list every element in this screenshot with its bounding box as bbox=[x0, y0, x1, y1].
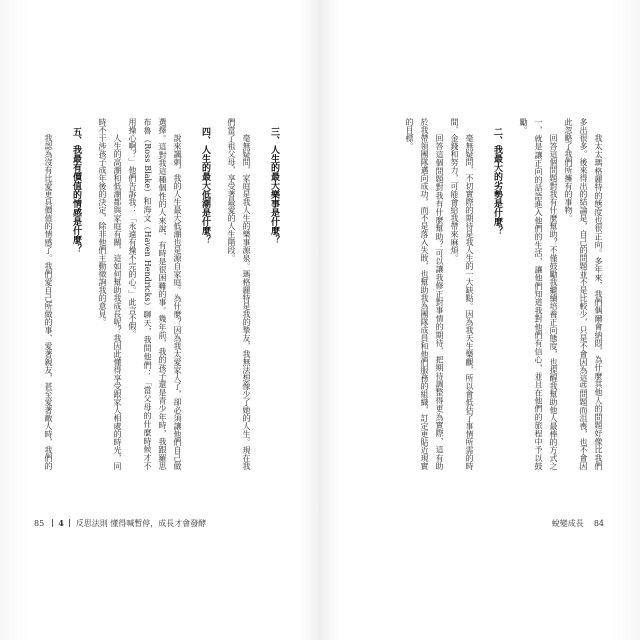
text-line: 人生的高潮和低潮都與家庭有關，這如何幫助我成長呢？我因此懂得享受跟家人相處的時光，同 bbox=[113, 134, 122, 470]
section-heading: 四、人生的最大低潮是什麼？ bbox=[200, 127, 210, 244]
chapter-number: 4 bbox=[52, 519, 70, 527]
text-line: 多出很多。後來得出的結論是，自己的問題並不是比較少，只是不會因為這些問題而沮喪，也不會因 bbox=[579, 118, 588, 470]
text-line: 勵。 bbox=[519, 118, 528, 134]
text-line: 於我帶領團隊邁向成功，而不是落入失敗，也幫助我為團隊成員和他們服務的組織，訂定更貼近現實 bbox=[420, 118, 429, 470]
paragraph bbox=[447, 118, 477, 470]
text-line: 回答這個問題對我有什麼幫助？可以讓我修正對事情的期待，把期待調整得更為實際，這有助 bbox=[435, 134, 444, 470]
text-line: 毫無疑問，不切實際的期待是我人生的一大缺點。因為我天生樂觀，所以會低估了事情所需的時 bbox=[465, 134, 474, 470]
paragraph bbox=[41, 118, 56, 470]
text-line: 布魯（Ross Blake）和海文（Haven Hendricks）聊天，我問他們：「當父母的什麼時候才不 bbox=[143, 118, 152, 470]
left-page-text bbox=[40, 118, 293, 470]
paragraph bbox=[516, 118, 561, 470]
section-heading: 二、我最大的劣勢是什麼？ bbox=[492, 127, 502, 235]
running-head: 反思法則 懂得喊暫停，成長才會發酵 bbox=[75, 519, 207, 528]
text-line: 我認為沒有比愛更具價值的情感了。我們愛自己所做的事、愛著親友，甚至愛著敵人時，我們的 bbox=[44, 134, 53, 470]
section-heading: 三、人生的最大樂事是什麼？ bbox=[269, 127, 279, 244]
right-page-footer bbox=[552, 519, 604, 529]
text-line: 毫無疑問，家庭是我人生的樂事源泉。瑪格麗特是我的摯友，我無法想像少了她的人生。現在我 bbox=[242, 134, 251, 470]
text-line: 一，就是讓正向的話語進入他們的生活，讓他們知道我對他們有信心，並且在他們的旅程中予以鼓 bbox=[534, 118, 543, 470]
left-page-footer bbox=[34, 519, 206, 529]
text-line: 我太太瑪格麗特的態度也很正向。多年來，我們偶爾會納悶，為什麼其他人的問題好像比我們 bbox=[594, 134, 603, 470]
text-line: 選擇。這對我這種個性的人來說，有時是很困難的事。幾年前，我的孩子還是青少年時，我跟羅思 bbox=[158, 118, 167, 470]
right-page-text bbox=[400, 118, 606, 470]
text-line: 用操心啊？」他們告訴我：「永遠有操不完的心。」此言不假。 bbox=[128, 118, 137, 338]
text-line: 回答這個問題對我有什麼幫助？不僅鼓勵我繼續培養正向態度，也提醒我幫助他人最棒的方式之 bbox=[549, 134, 558, 470]
paragraph bbox=[125, 118, 185, 470]
page-number: 84 bbox=[593, 519, 604, 528]
paragraph bbox=[95, 118, 125, 470]
paragraph bbox=[561, 118, 606, 470]
text-line: 們當了祖父母，享受著最愛的人生階段。 bbox=[227, 118, 236, 262]
text-line: 的目標。 bbox=[405, 118, 414, 150]
running-head: 蛻變成長 bbox=[551, 519, 584, 528]
page-number: 85 bbox=[34, 519, 45, 528]
text-line: 間、金錢和努力，可能會給我帶來麻煩。 bbox=[450, 118, 459, 262]
text-line: 說來諷刺，我的人生最大低潮也是源自家庭。為什麼？因為我太愛家人了，卻必須讓他們自己做 bbox=[173, 134, 182, 470]
text-line: 時不干涉孩子成年後的決定，除非他們主動徵詢我的意見。 bbox=[98, 118, 107, 326]
paragraph bbox=[402, 118, 447, 470]
section-heading: 五、我最有價值的情感是什麼？ bbox=[71, 127, 81, 253]
text-line: 此忽略了我們所擁有的事物。 bbox=[564, 118, 573, 222]
paragraph bbox=[224, 118, 254, 470]
